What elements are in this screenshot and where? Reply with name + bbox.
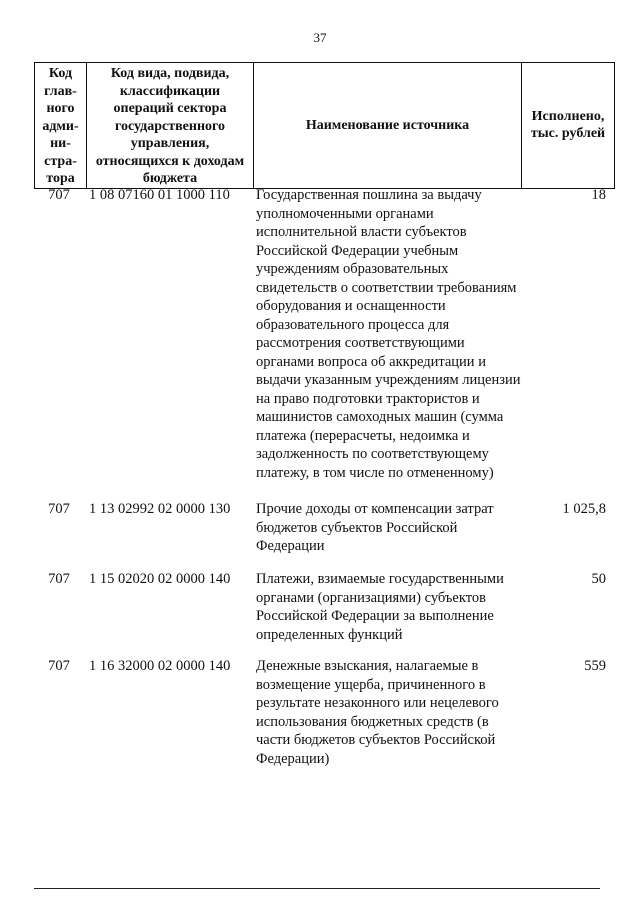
row-admin-code: 707 <box>48 501 70 517</box>
row-source-name: Прочие доходы от компенсации затрат бюджетов субъектов Российской Федерации <box>256 501 494 554</box>
row-classification-code: 1 16 32000 02 0000 140 <box>89 658 231 674</box>
page-bottom-rule <box>34 888 600 889</box>
row-classification-code: 1 13 02992 02 0000 130 <box>89 501 231 517</box>
table-header <box>34 62 615 189</box>
row-admin-code: 707 <box>48 658 70 674</box>
page-number: 37 <box>313 30 327 45</box>
header-source-name: Наименование источника <box>254 63 522 189</box>
row-amount: 18 <box>591 187 606 203</box>
row-admin-code: 707 <box>48 571 70 587</box>
row-admin-code: 707 <box>48 187 70 203</box>
row-source-name: Платежи, взимаемые государственными органами (организациями) субъектов Российской Федерации за выполнение определенных функций <box>256 571 504 643</box>
row-amount: 559 <box>584 658 606 674</box>
row-amount: 1 025,8 <box>562 501 606 517</box>
row-classification-code: 1 15 02020 02 0000 140 <box>89 571 231 587</box>
row-amount: 50 <box>591 571 606 587</box>
row-source-name: Государственная пошлина за выдачу уполномоченными органами исполнительной власти субъектов Российской Федерации учебным учреждениям образовательных свидетельств о соответствии требованиям оборудования и оснащенности образовательного процесса для рассмотрения соответствующими органами вопроса об аккредитации и выдачи указанным учреждениям лицензии на право подготовки трактористов и машинистов самоходных машин (сумма платежа (перерасчеты, недоимка и задолженность по соответствующему платежу, в том числе по отмененному) <box>256 187 521 481</box>
row-source-name: Денежные взыскания, налагаемые в возмещение ущерба, причиненного в результате незаконного или нецелевого использования бюджетных средств (в части бюджетов субъектов Российской Федерации) <box>256 658 499 767</box>
header-classification-code: Код вида, подвида, классификации операций сектора государственного управления, относящихся к доходам бюджета <box>87 63 254 189</box>
header-amount: Исполнено, тыс. рублей <box>522 63 615 189</box>
header-admin-code: Код глав-ного адми-ни-стра-тора <box>35 63 87 189</box>
row-classification-code: 1 08 07160 01 1000 110 <box>89 187 230 203</box>
